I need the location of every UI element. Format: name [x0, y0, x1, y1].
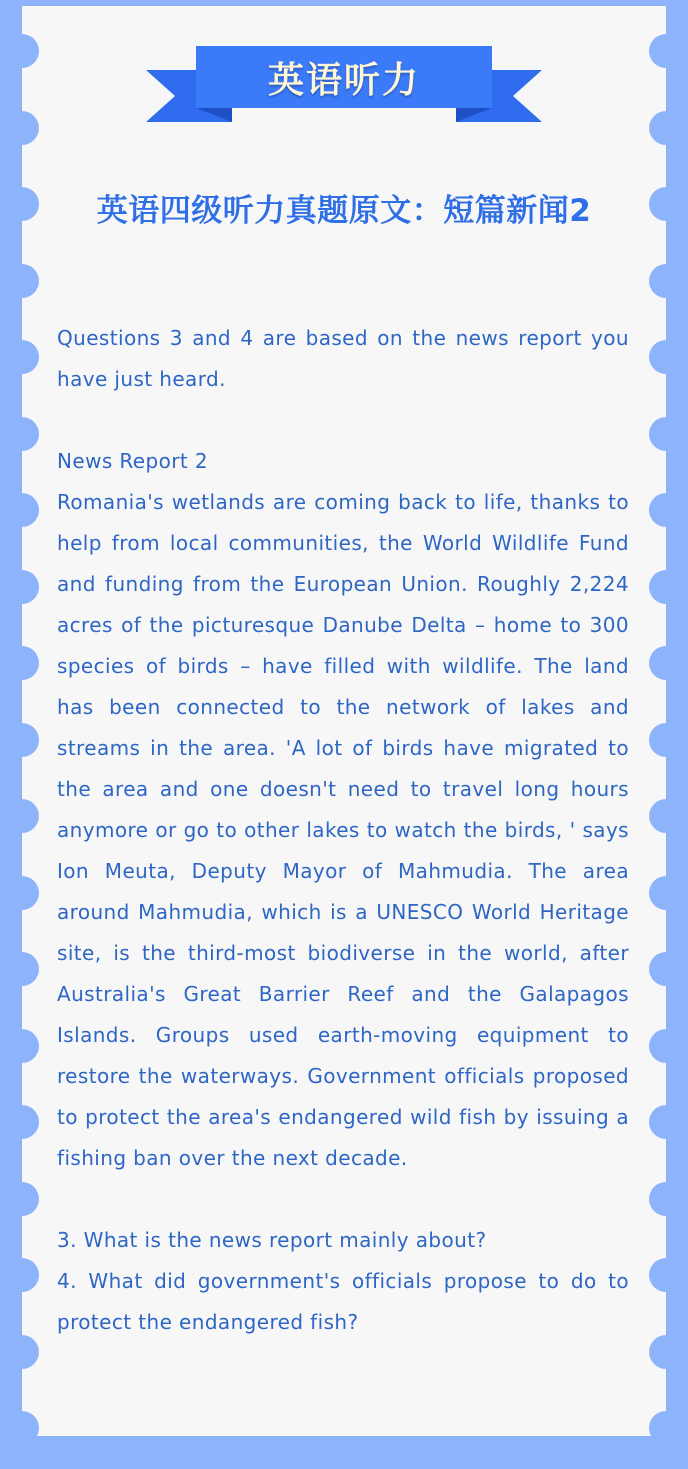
scallop-notch — [5, 1029, 39, 1063]
scallop-notch — [5, 952, 39, 986]
scallop-notch — [5, 570, 39, 604]
banner-label: 英语听力 — [267, 59, 420, 101]
scallop-notch — [5, 1411, 39, 1445]
report-heading: News Report 2 — [57, 449, 208, 473]
scallop-notch — [649, 799, 683, 833]
scallop-notch — [649, 570, 683, 604]
scallop-notch — [649, 876, 683, 910]
scallop-notch — [5, 1335, 39, 1369]
scallop-notch — [5, 1182, 39, 1216]
scallop-notch — [5, 417, 39, 451]
spacer — [57, 400, 629, 441]
scallop-notch — [649, 646, 683, 680]
scallop-notch — [649, 493, 683, 527]
scallop-notch — [5, 264, 39, 298]
question-item: 4. What did government's officials propose to do to protect the endangered fish? — [57, 1269, 629, 1334]
spacer — [57, 1179, 629, 1220]
scallop-notch — [5, 493, 39, 527]
scallop-notch — [649, 1029, 683, 1063]
scallop-notch — [5, 340, 39, 374]
question-item: 3. What is the news report mainly about? — [57, 1228, 487, 1252]
scallop-notch — [649, 723, 683, 757]
scallop-notch — [649, 264, 683, 298]
article-content — [57, 318, 629, 1343]
scallop-notch — [5, 1105, 39, 1139]
scallop-notch — [5, 646, 39, 680]
scallop-notch — [649, 1411, 683, 1445]
scallop-notch — [649, 340, 683, 374]
report-body: Romania's wetlands are coming back to life, thanks to help from local communities, the World Wildlife Fund and funding from the European Union. Roughly 2,224 acres of the picturesque Danube Delta – home to 300 species of birds – have filled with wildlife. The land has been connected to the network of lakes and streams in the area. 'A lot of birds have migrated to the area and one doesn't need to travel long hours anymore or go to other lakes to watch the birds, ' says Ion Meuta, Deputy Mayor of Mahmudia. The area around Mahmudia, which is a UNESCO World Heritage site, is the third-most biodiverse in the world, after Australia's Great Barrier Reef and the Galapagos Islands. Groups used earth-moving equipment to restore the waterways. Government officials proposed to protect the area's endangered wild fish by issuing a fishing ban over the next decade. — [57, 490, 629, 1170]
scallop-notch — [649, 417, 683, 451]
intro-text: Questions 3 and 4 are based on the news report you have just heard. — [57, 326, 629, 391]
scallop-notch — [5, 723, 39, 757]
scallop-notch — [649, 1105, 683, 1139]
page-title: 英语四级听力真题原文：短篇新闻2 — [96, 193, 592, 229]
scallop-notch — [5, 876, 39, 910]
scallop-notch — [649, 952, 683, 986]
scallop-notch — [649, 1335, 683, 1369]
scallop-notch — [5, 799, 39, 833]
scallop-notch — [649, 1182, 683, 1216]
scallop-notch — [649, 1258, 683, 1292]
scallop-notch — [5, 1258, 39, 1292]
